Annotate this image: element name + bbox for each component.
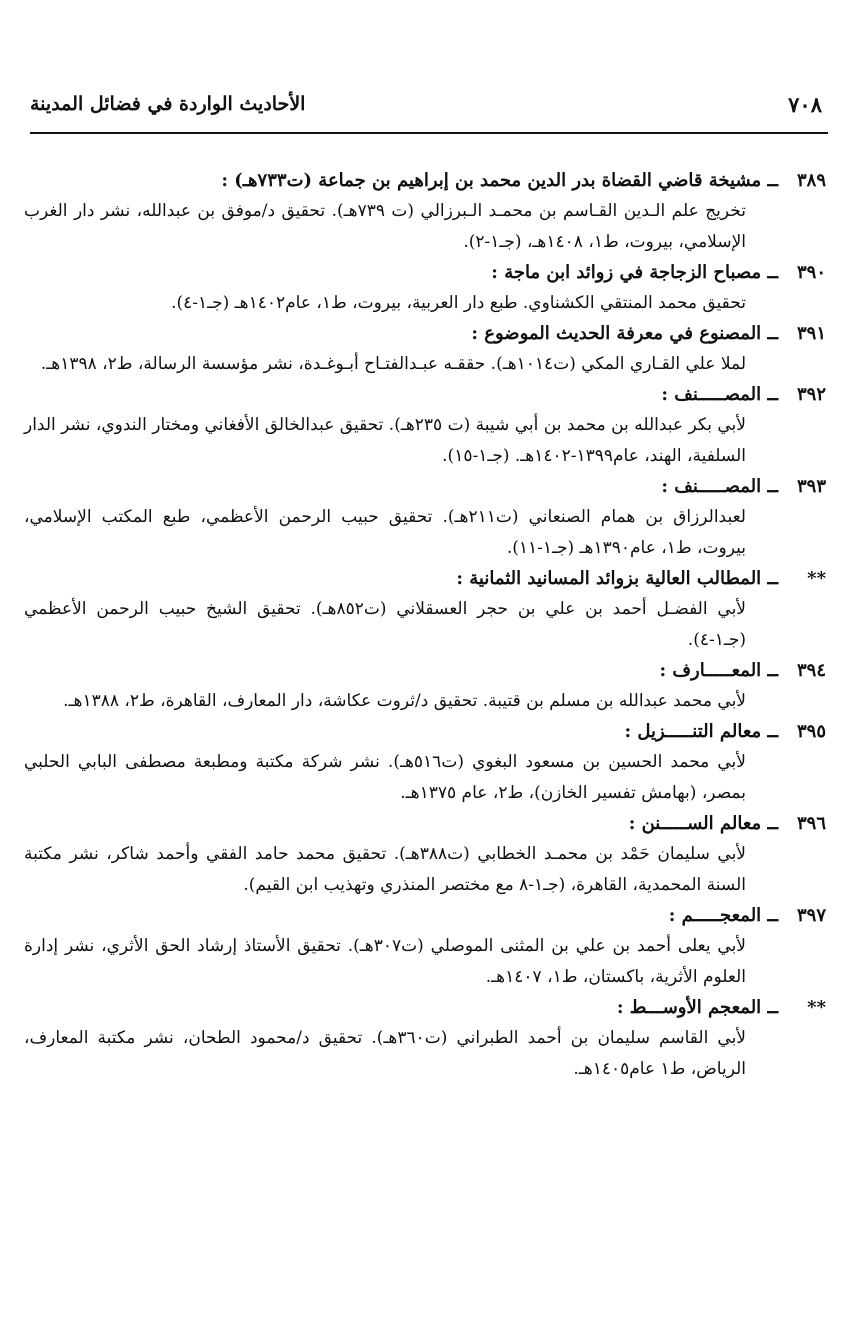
bibliography-entry [24, 717, 826, 809]
entry-description: لأبي القاسم سليمان بن أحمد الطبراني (ت٣٦٠هـ). تحقيق د/محمود الطحان، نشر مكتبة المعارف، الرياض، ط١ عام١٤٠٥هـ. [24, 1028, 746, 1079]
running-title: الأحاديث الواردة في فضائل المدينة [30, 93, 306, 115]
bibliography-list [24, 166, 826, 1085]
header-rule [30, 132, 828, 134]
entry-title: ــ المعجـــــم : [668, 905, 778, 926]
entry-description: لأبي سليمان حَمْد بن محمـد الخطابي (ت٣٨٨هـ). تحقيق محمد حامد الفقي وأحمد شاكر، نشر مكتبة السنة المحمدية، القاهرة، (جـ١-٨ مع مختصر المنذري وتهذيب ابن القيم). [24, 844, 747, 895]
entry-description: تخريج علم الـدين القـاسم بن محمـد الـبرزالي (ت ٧٣٩هـ). تحقيق د/موفق بن عبدالله، نشر دار الغرب الإسلامي، بيروت، ط١، ١٤٠٨هـ، (جـ١-٢). [24, 201, 746, 252]
entry-number: ٣٩٦ [796, 813, 826, 834]
entry-number: ** [807, 568, 826, 589]
entry-title: ــ المطالب العالية بزوائد المسانيد الثمانية : [456, 568, 778, 589]
bibliography-entry [24, 564, 826, 656]
entry-title: ــ المعجم الأوســـط : [616, 997, 778, 1018]
bibliography-entry [24, 258, 826, 319]
entry-number: ** [807, 997, 826, 1018]
entry-description: لأبي الفضـل أحمد بن علي بن حجر العسقلاني (ت٨٥٢هـ). تحقيق الشيخ حبيب الرحمن الأعظمي (جـ١-٤). [24, 599, 747, 650]
entry-heading [24, 258, 826, 288]
entry-title: ــ المصنوع في معرفة الحديث الموضوع : [471, 323, 778, 344]
page-number: ٧٠٨ [788, 91, 822, 117]
entry-description: لأبي محمد الحسين بن مسعود البغوي (ت٥١٦هـ). نشر شركة مكتبة ومطبعة مصطفى البابي الحلبي بمصر، (بهامش تفسير الخازن)، ط٢، عام ١٣٧٥هـ. [24, 752, 746, 803]
bibliography-entry [24, 809, 826, 901]
entry-heading [24, 166, 826, 196]
entry-heading [24, 564, 826, 594]
running-header [30, 84, 822, 124]
entry-heading [24, 656, 826, 686]
entry-heading [24, 717, 826, 747]
bibliography-entry [24, 656, 826, 717]
entry-number: ٣٩٤ [796, 660, 826, 681]
entry-number: ٣٩١ [796, 323, 826, 344]
entry-title: ــ المصـــــنف : [661, 476, 778, 497]
entry-heading [24, 993, 826, 1023]
entry-number: ٣٩٠ [796, 262, 826, 283]
entry-title: ــ مصباح الزجاجة في زوائد ابن ماجة : [491, 262, 778, 283]
entry-title: ــ معالم التنـــــزيل : [624, 721, 778, 742]
bibliography-entry [24, 472, 826, 564]
entry-title: ــ مشيخة قاضي القضاة بدر الدين محمد بن إبراهيم بن جماعة (ت٧٣٣هـ) : [221, 170, 778, 191]
entry-heading [24, 380, 826, 410]
bibliography-entry [24, 319, 826, 380]
bibliography-entry [24, 993, 826, 1085]
entry-number: ٣٩٧ [796, 905, 826, 926]
entry-heading [24, 809, 826, 839]
entry-number: ٣٩٢ [796, 384, 826, 405]
entry-title: ــ المصـــــنف : [661, 384, 778, 405]
entry-number: ٣٩٣ [796, 476, 826, 497]
entry-description: لأبي يعلى أحمد بن علي بن المثنى الموصلي (ت٣٠٧هـ). تحقيق الأستاذ إرشاد الحق الأثري، نشر إدارة العلوم الأثرية، باكستان، ط١، ١٤٠٧هـ. [24, 936, 746, 987]
entry-description: لملا علي القـاري المكي (ت١٠١٤هـ). حققـه عبـدالفتـاح أبـوغـدة، نشر مؤسسة الرسالة، ط٢، ١٣٩٨هـ. [40, 354, 746, 374]
entry-heading [24, 901, 826, 931]
bibliography-entry [24, 380, 826, 472]
entry-heading [24, 472, 826, 502]
entry-description: لأبي بكر عبدالله بن محمد بن أبي شيبة (ت ٢٣٥هـ). تحقيق عبدالخالق الأفغاني ومختار الندوي، نشر الدار السلفية، الهند، عام١٣٩٩-١٤٠٢هـ. (جـ١-١٥). [24, 415, 746, 466]
bibliography-entry [24, 901, 826, 993]
entry-description: تحقيق محمد المنتقي الكشناوي. طبع دار العربية، بيروت، ط١، عام١٤٠٢هـ (جـ١-٤). [171, 293, 746, 313]
entry-title: ــ معالم الســـــنن : [628, 813, 778, 834]
entry-number: ٣٨٩ [796, 170, 826, 191]
bibliography-entry [24, 166, 826, 258]
entry-heading [24, 319, 826, 349]
entry-description: لعبدالرزاق بن همام الصنعاني (ت٢١١هـ). تحقيق حبيب الرحمن الأعظمي، طبع المكتب الإسلامي، بيروت، ط١، عام١٣٩٠هـ (جـ١-١١). [24, 507, 746, 558]
entry-description: لأبي محمد عبدالله بن مسلم بن قتيبة. تحقيق د/ثروت عكاشة، دار المعارف، القاهرة، ط٢، ١٣٨٨هـ. [63, 691, 746, 711]
entry-number: ٣٩٥ [796, 721, 826, 742]
entry-title: ــ المعـــــارف : [659, 660, 778, 681]
